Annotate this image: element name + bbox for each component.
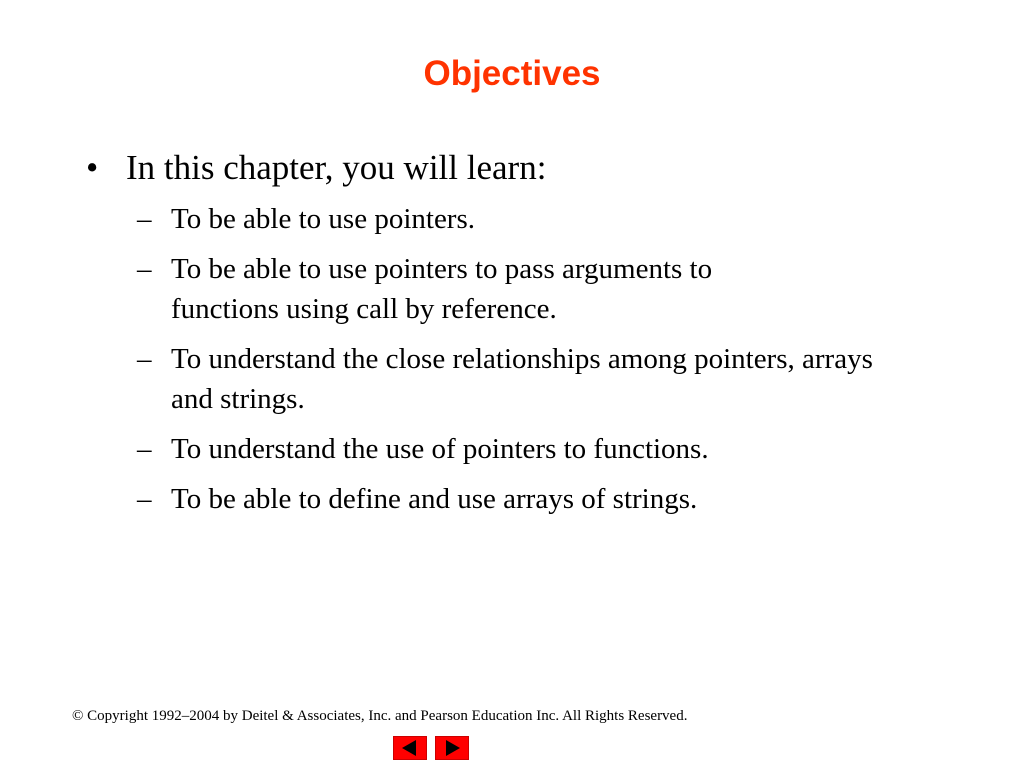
list-item (137, 249, 937, 329)
dash-symbol: – (137, 203, 152, 235)
slide-title: Objectives (423, 54, 601, 93)
copyright-footer: © Copyright 1992–2004 by Deitel & Associates, Inc. and Pearson Education Inc. All Rights Reserved. (72, 708, 688, 724)
objectives-list (137, 199, 937, 529)
dash-symbol: – (137, 343, 152, 375)
list-item-text: To be able to use pointers. (171, 203, 476, 235)
main-bullet-text: In this chapter, you will learn: (126, 148, 547, 187)
list-item (137, 339, 937, 419)
dash-symbol: – (137, 433, 152, 465)
bullet-symbol: • (86, 148, 99, 187)
list-item-text: To be able to define and use arrays of strings. (171, 483, 698, 515)
dash-symbol: – (137, 253, 152, 285)
list-item-text: To be able to use pointers to pass arguments to functions using call by reference. (171, 253, 713, 325)
left-arrow-icon (394, 737, 426, 759)
right-arrow-icon (436, 737, 468, 759)
list-item-text: To understand the use of pointers to functions. (171, 433, 709, 465)
next-slide-button[interactable] (435, 736, 469, 760)
dash-symbol: – (137, 483, 152, 515)
list-item (137, 199, 937, 239)
list-item-text: To understand the close relationships among pointers, arrays and strings. (171, 343, 873, 415)
previous-slide-button[interactable] (393, 736, 427, 760)
list-item (137, 479, 937, 519)
list-item (137, 429, 937, 469)
